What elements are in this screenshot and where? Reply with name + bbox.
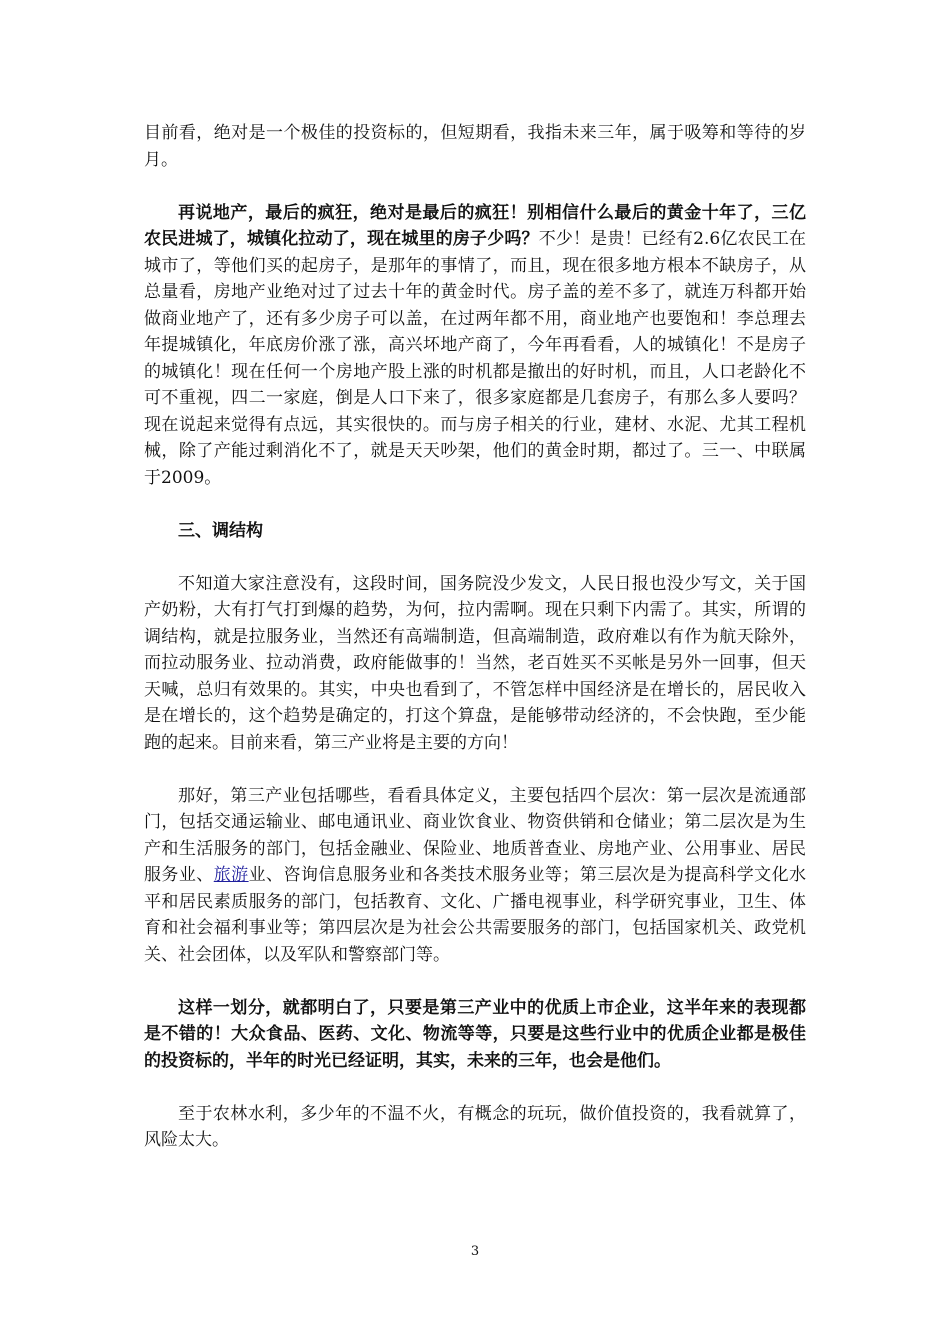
document-body	[144, 120, 806, 1180]
paragraph-domestic-demand	[144, 571, 806, 757]
paragraph-agriculture-text: 至于农林水利，多少年的不温不火，有概念的玩玩，做价值投资的，我看就算了，风险太大。	[144, 1103, 806, 1150]
paragraph-intro	[144, 120, 806, 173]
paragraph-real-estate-text: 不少！是贵！已经有2.6亿农民工在城市了，等他们买的起房子，是那年的事情了，而且，现在很多地方根本不缺房子，从总量看，房地产业绝对过了过去十年的黄金时代。房子盖的差不多了，就连万科都开始做商业地产了，还有多少房子可以盖，在过两年都不用，商业地产也要饱和！李总理去年提城镇化，年底房价涨了涨，高兴坏地产商了，今年再看看，人的城镇化！不是房子的城镇化！现在任何一个房地产股上涨的时机都是撤出的好时机，而且，人口老龄化不可不重视，四二一家庭，倒是人口下来了，很多家庭都是几套房子，有那么多人要吗？现在说起来觉得有点远，其实很快的。而与房子相关的行业，建材、水泥、尤其工程机械，除了产能过剩消化不了，就是天天吵架，他们的黄金时期，都过了。三一、中联属于2009。	[144, 229, 806, 488]
paragraph-tertiary-definition	[144, 783, 806, 969]
paragraph-real-estate-bold: 再说地产，最后的疯狂，绝对是最后的疯狂！别相信什么最后的黄金十年了，三亿农民进城了，城镇化拉动了，现在城里的房子少吗？	[144, 202, 806, 249]
paragraph-tertiary-text-b: 业、咨询信息服务业和各类技术服务业等；第三层次是为提高科学文化水平和居民素质服务的部门，包括教育、文化、广播电视事业，科学研究事业，卫生、体育和社会福利事业等；第四层次是为社会公共需要服务的部门，包括国家机关、政党机关、社会团体，以及军队和警察部门等。	[144, 865, 807, 965]
section-heading-adjust-structure: 三、调结构	[178, 520, 263, 541]
paragraph-intro-text: 目前看，绝对是一个极佳的投资标的，但短期看，我指未来三年，属于吸筹和等待的岁月。	[144, 123, 806, 170]
paragraph-agriculture	[144, 1101, 806, 1154]
paragraph-domestic-demand-text: 不知道大家注意没有，这段时间，国务院没少发文，人民日报也没少写文，关于国产奶粉，大有打气打到爆的趋势，为何，拉内需啊。现在只剩下内需了。其实，所谓的调结构，就是拉服务业，当然还有高端制造，但高端制造，政府难以有作为航天除外，而拉动服务业、拉动消费，政府能做事的！当然，老百姓买不买帐是另外一回事，但天天喊，总归有效果的。其实，中央也看到了，不管怎样中国经济是在增长的，居民收入是在增长的，这个趋势是确定的，打这个算盘，是能够带动经济的，不会快跑，至少能跑的起来。目前来看，第三产业将是主要的方向！	[144, 573, 806, 753]
paragraph-conclusion-bold: 这样一划分，就都明白了，只要是第三产业中的优质上市企业，这半年来的表现都是不错的！大众食品、医药、文化、物流等等，只要是这些行业中的优质企业都是极佳的投资标的，半年的时光已经证明，其实，未来的三年，也会是他们。	[144, 997, 806, 1071]
tourism-link[interactable]: 旅游	[213, 865, 249, 885]
paragraph-conclusion	[144, 995, 806, 1075]
paragraph-tertiary-text-a: 那好，第三产业包括哪些，看看具体定义，主要包括四个层次：第一层次是流通部门，包括交通运输业、邮电通讯业、商业饮食业、物资供销和仓储业；第二层次是为生产和生活服务的部门，包括金融业、保险业、地质普查业、房地产业、公用事业、居民服务业、	[144, 785, 806, 885]
paragraph-real-estate	[144, 200, 806, 492]
page-number: 3	[470, 1244, 480, 1259]
